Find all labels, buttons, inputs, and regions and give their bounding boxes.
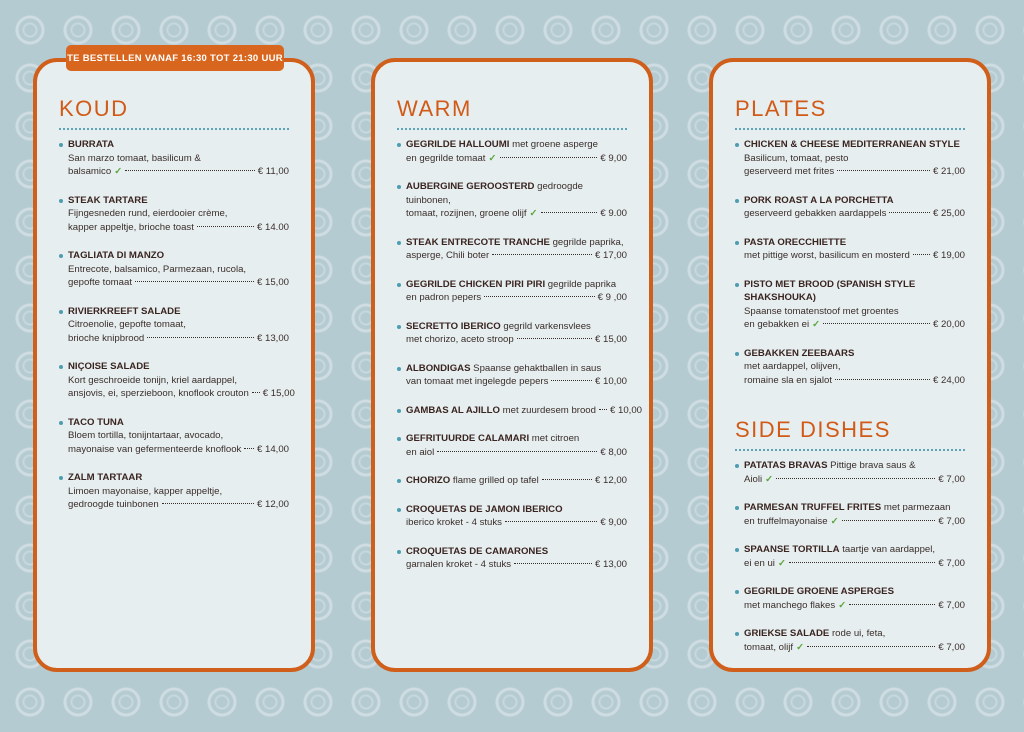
dot-leader (541, 212, 598, 213)
menu-item-row (406, 446, 627, 460)
dot-leader (913, 254, 930, 255)
menu-item (735, 585, 965, 612)
dot-leader (842, 520, 936, 521)
menu-item (59, 194, 289, 235)
menu-item-description: gegrilde paprika (547, 278, 617, 290)
dot-leader (542, 479, 592, 480)
dot-leader (500, 157, 598, 158)
menu-item-row (406, 207, 627, 221)
menu-item-description: rode ui, feta, (831, 628, 886, 639)
dot-leader (807, 646, 935, 647)
menu-item-heading (744, 627, 965, 641)
vegetarian-check-icon: ✓ (777, 557, 786, 569)
vegetarian-check-icon: ✓ (488, 152, 497, 164)
menu-item-heading (406, 236, 627, 250)
menu-item-description: met aardappel, olijven, (744, 361, 841, 372)
menu-item-price: € 14.00 (256, 221, 289, 233)
section-title-warm: WARM (397, 96, 472, 121)
menu-item-heading (406, 362, 627, 376)
menu-item-heading (744, 459, 965, 473)
menu-item-name: TACO TUNA (68, 416, 124, 428)
menu-item-price: € 12,00 (594, 475, 627, 486)
menu-list-koud (59, 138, 295, 512)
menu-item (59, 471, 289, 512)
menu-item-row (406, 558, 627, 572)
dot-leader (776, 478, 935, 479)
dot-leader (197, 226, 254, 227)
vegetarian-check-icon: ✓ (114, 166, 123, 177)
section-title-side-dishes: SIDE DISHES (735, 417, 891, 442)
menu-item-description: tomaat, rozijnen, groene olijf (406, 208, 527, 219)
menu-item-heading (68, 360, 289, 374)
menu-item (59, 305, 289, 346)
menu-item-description: Kort geschroeide tonijn, kriel aardappel, (68, 374, 238, 386)
menu-item-price: € 7,00 (938, 473, 965, 485)
menu-item-name: SECRETTO IBERICO (406, 320, 501, 332)
menu-item-description: garnalen kroket - 4 stuks (406, 559, 512, 570)
section-divider (59, 128, 289, 130)
menu-item-name: ZALM TARTAAR (68, 472, 143, 483)
menu-item-name: GEGRILDE HALLOUMI (406, 139, 510, 150)
dot-leader (244, 448, 254, 449)
menu-item-heading (68, 138, 289, 152)
menu-item-description: Citroenolie, gepofte tomaat, (68, 319, 186, 330)
menu-item-row (68, 221, 289, 235)
menu-list-plates (735, 138, 965, 387)
vegetarian-check-icon: ✓ (529, 208, 538, 219)
menu-item-price: € 13,00 (256, 332, 289, 344)
menu-item-description: met pittige worst, basilicum en mosterd (744, 250, 910, 261)
dot-leader (599, 409, 607, 410)
menu-item-description: Spaanse tomatenstoof met groentes (744, 305, 899, 317)
menu-item-price: € 7,00 (938, 641, 965, 653)
dot-leader (135, 281, 254, 282)
menu-item-description: taartje van aardappel, (842, 544, 936, 555)
vegetarian-check-icon: ✓ (765, 473, 774, 485)
menu-item-price: € 9.00 (600, 208, 627, 219)
menu-item-price: € 21,00 (932, 166, 965, 177)
menu-list-warm (397, 138, 642, 572)
menu-item-description: mayonaise van gefermenteerde knoflook (68, 443, 242, 455)
menu-item-heading (744, 236, 965, 250)
menu-item-name: CROQUETAS DE CAMARONES (406, 545, 549, 557)
vegetarian-check-icon: ✓ (830, 515, 839, 527)
menu-item-name: PARMESAN TRUFFEL FRITES (744, 502, 882, 513)
menu-item-name: SPAANSE TORTILLA (744, 544, 840, 555)
menu-item-description: met chorizo, aceto stroop (406, 334, 514, 345)
menu-item-row (744, 641, 965, 655)
dot-leader (252, 392, 260, 393)
menu-item (59, 416, 289, 457)
menu-item-heading (744, 278, 965, 305)
menu-item-name: NIÇOISE SALADE (68, 361, 150, 372)
menu-item-price: € 9,00 (600, 517, 627, 528)
menu-item-name: GEGRILDE CHICKEN PIRI PIRI (406, 278, 546, 290)
menu-item-heading (68, 416, 289, 430)
menu-item-row (406, 249, 627, 263)
menu-item (735, 501, 965, 528)
menu-item (735, 543, 965, 570)
menu-item-row (68, 443, 289, 457)
dot-leader (514, 563, 592, 564)
menu-item-price: € 7,00 (938, 515, 965, 527)
dot-leader (835, 379, 930, 380)
menu-item-heading (744, 543, 965, 557)
dot-leader (484, 296, 594, 297)
menu-item-price: € 15,00 (256, 277, 289, 288)
dot-leader (551, 380, 592, 381)
menu-item-heading (68, 471, 289, 485)
menu-item-description: en truffelmayonaise (744, 515, 828, 527)
menu-item-price: € 7,00 (938, 557, 965, 569)
menu-item (735, 347, 965, 388)
menu-item (735, 194, 965, 221)
dot-leader (837, 170, 930, 171)
menu-item-row (744, 207, 965, 221)
dot-leader (889, 212, 930, 213)
menu-item-heading (744, 347, 965, 361)
menu-item-heading (406, 138, 627, 152)
menu-item (397, 474, 627, 488)
menu-item-name: GEFRITUURDE CALAMARI (406, 433, 530, 444)
dot-leader (492, 254, 592, 255)
menu-item-description: met groene asperge (512, 139, 598, 150)
menu-item-description: San marzo tomaat, basilicum & (68, 152, 201, 164)
menu-item (59, 249, 289, 290)
menu-item-name: CHORIZO (406, 475, 451, 486)
section-divider (735, 128, 965, 130)
menu-item (397, 320, 627, 347)
menu-item (397, 545, 627, 572)
menu-item-row (744, 374, 965, 388)
dot-leader (517, 338, 592, 339)
menu-item-description: met manchego flakes (744, 599, 836, 611)
menu-item-price: € 8,00 (600, 446, 627, 458)
menu-item-name: PISTO MET BROOD (SPANISH STYLE SHAKSHOUKA) (744, 278, 916, 303)
menu-item-name: ALBONDIGAS (406, 362, 471, 374)
menu-item-name: STEAK ENTRECOTE TRANCHE (406, 236, 550, 248)
panel-warm (371, 58, 653, 672)
menu-item-price: € 15,00 (594, 334, 627, 345)
menu-item-description: Pittige brava saus & (830, 460, 916, 471)
menu-item-price: € 20,00 (932, 319, 965, 330)
menu-item-name: STEAK TARTARE (68, 194, 148, 206)
menu-item-row (406, 333, 627, 347)
menu-item-heading (406, 320, 627, 334)
panel-plates (709, 58, 991, 672)
menu-item-description: Spaanse gehaktballen in saus (473, 362, 602, 374)
menu-item-price: € 11,00 (257, 166, 289, 177)
menu-item (397, 278, 627, 305)
menu-item-description: Entrecote, balsamico, Parmezaan, rucola, (68, 263, 247, 275)
menu-item-heading (744, 585, 965, 599)
menu-item-row (406, 404, 642, 418)
menu-item-price: € 10,00 (609, 404, 642, 416)
menu-item-heading (744, 194, 965, 208)
menu-item-name: PASTA ORECCHIETTE (744, 236, 847, 248)
menu-item-name: GEGRILDE GROENE ASPERGES (744, 586, 894, 597)
menu-item-description: geserveerd gebakken aardappels (744, 208, 887, 219)
menu-item-heading (406, 503, 627, 517)
section-divider (735, 449, 965, 451)
menu-item-row (744, 249, 965, 263)
vegetarian-check-icon: ✓ (812, 319, 821, 330)
opening-hours-badge: TE BESTELLEN VANAF 16:30 TOT 21:30 UUR (66, 45, 284, 71)
dot-leader (162, 503, 254, 504)
menu-item-description: met zuurdesem brood (502, 404, 596, 416)
section-divider (397, 128, 627, 130)
menu-item-price: € 9,00 (600, 152, 627, 164)
menu-item-description: romaine sla en sjalot (744, 374, 832, 386)
menu-item-price: € 7,00 (938, 599, 965, 611)
menu-item-description: en gebakken ei (744, 319, 810, 330)
menu-item-description: en aiol (406, 446, 435, 458)
dot-leader (437, 451, 597, 452)
dot-leader (823, 323, 930, 324)
menu-item-heading (744, 501, 965, 515)
dot-leader (125, 170, 254, 171)
menu-item-description: Limoen mayonaise, kapper appeltje, (68, 485, 223, 497)
menu-item-row (68, 332, 289, 346)
menu-item-heading (68, 194, 289, 208)
menu-item-description: gedroogde tuinbonen, (406, 181, 584, 206)
menu-item (397, 503, 627, 530)
menu-item-description: en gegrilde tomaat (406, 152, 486, 164)
menu-item-heading (406, 432, 627, 446)
menu-item (397, 236, 627, 263)
menu-item-description: met citroen (531, 433, 580, 444)
menu-item-row (406, 291, 627, 305)
menu-item-row (68, 498, 289, 512)
vegetarian-check-icon: ✓ (796, 641, 805, 653)
menu-item-description: ansjovis, ei, sperzieboon, knoflook crouton (68, 388, 249, 399)
menu-item-row (406, 375, 627, 389)
menu-item-name: CROQUETAS DE JAMON IBERICO (406, 503, 563, 515)
menu-item (735, 138, 965, 179)
menu-item-price: € 19,00 (932, 250, 965, 261)
menu-item-row (406, 516, 627, 530)
menu-item-description: en padron pepers (406, 292, 482, 303)
menu-item-description: gegrild varkensvlees (503, 320, 591, 332)
menu-item-row (744, 318, 965, 332)
menu-item-price: € 12,00 (256, 499, 289, 510)
menu-item (397, 404, 642, 418)
section-title-plates: PLATES (735, 96, 827, 121)
menu-list-side-dishes (735, 459, 965, 654)
menu-item-name: PORK ROAST A LA PORCHETTA (744, 194, 894, 206)
menu-item (735, 627, 965, 654)
menu-item-row (406, 474, 627, 488)
menu-item (59, 360, 295, 401)
menu-item-price: € 10,00 (594, 376, 627, 387)
menu-item-description: gegrilde paprika, (552, 236, 624, 248)
menu-item-description: ei en ui (744, 557, 775, 569)
menu-item-description: balsamico (68, 166, 112, 177)
panel-koud (33, 58, 315, 672)
menu-item-name: TAGLIATA DI MANZO (68, 250, 165, 261)
menu-item (59, 138, 289, 179)
menu-item-description: gepofte tomaat (68, 277, 133, 288)
menu-item-row (406, 152, 627, 166)
menu-item-description: geserveerd met frites (744, 166, 835, 177)
menu-item-description: Aioli (744, 473, 763, 485)
menu-item (397, 180, 627, 221)
menu-item-description: Bloem tortilla, tonijntartaar, avocado, (68, 430, 224, 441)
menu-item-heading (744, 138, 965, 152)
menu-item-text (406, 404, 596, 418)
menu-item (735, 278, 965, 332)
menu-item-row (68, 276, 289, 290)
menu-item-price: € 15,00 (262, 388, 295, 399)
menu-item-name: RIVIERKREEFT SALADE (68, 305, 181, 317)
menu-item-description: iberico kroket - 4 stuks (406, 517, 502, 528)
menu-item-name: GAMBAS AL AJILLO (406, 404, 500, 416)
menu-item-heading (406, 545, 627, 559)
menu-item-description: tomaat, olijf (744, 641, 794, 653)
side-dishes-section (735, 417, 965, 654)
menu-item-description: asperge, Chili boter (406, 250, 490, 261)
menu-item-name: CHICKEN & CHEESE MEDITERRANEAN STYLE (744, 139, 960, 150)
menu-item-price: € 9 ,00 (597, 292, 627, 303)
section-title-koud: KOUD (59, 96, 129, 121)
menu-item-row (744, 515, 965, 529)
menu-item-name: GEBAKKEN ZEEBAARS (744, 347, 855, 359)
menu-item-description: flame grilled op tafel (452, 475, 539, 486)
menu-item-name: AUBERGINE GEROOSTERD (406, 181, 535, 192)
menu-item-heading (406, 180, 627, 207)
menu-item-description: met parmezaan (883, 502, 951, 513)
menu-item-price: € 13,00 (594, 559, 627, 570)
menu-item-row (744, 557, 965, 571)
menu-item-price: € 14,00 (256, 443, 289, 455)
menu-item-row (744, 165, 965, 179)
menu-item-heading (406, 278, 627, 292)
menu-item-name: GRIEKSE SALADE (744, 628, 830, 639)
dot-leader (147, 337, 254, 338)
menu-item-heading (68, 305, 289, 319)
menu-item-description: kapper appeltje, brioche toast (68, 221, 194, 233)
menu-item-description: Basilicum, tomaat, pesto (744, 152, 849, 164)
menu-item-description: brioche knipbrood (68, 332, 145, 344)
menu-item-description: gedroogde tuinbonen (68, 499, 159, 510)
menu-item (397, 432, 627, 459)
menu-item-description: Fijngesneden rund, eierdooier crème, (68, 208, 228, 219)
menu-item-heading (68, 249, 289, 263)
menu-item-row (744, 599, 965, 613)
menu-item-price: € 17,00 (594, 250, 627, 261)
menu-item (735, 236, 965, 263)
menu-item-text (406, 474, 539, 488)
dot-leader (789, 562, 935, 563)
menu-item (397, 362, 627, 389)
menu-item-row (68, 165, 289, 179)
menu-item-description: van tomaat met ingelegde pepers (406, 376, 549, 387)
menu-item-name: PATATAS BRAVAS (744, 460, 828, 471)
menu-item-row (68, 387, 295, 401)
menu-item-row (744, 473, 965, 487)
dot-leader (849, 604, 935, 605)
menu-item-price: € 25,00 (932, 208, 965, 219)
vegetarian-check-icon: ✓ (838, 599, 847, 611)
menu-item (735, 459, 965, 486)
menu-item (397, 138, 627, 165)
menu-item-price: € 24,00 (932, 374, 965, 386)
dot-leader (505, 521, 597, 522)
menu-item-name: BURRATA (68, 139, 115, 150)
